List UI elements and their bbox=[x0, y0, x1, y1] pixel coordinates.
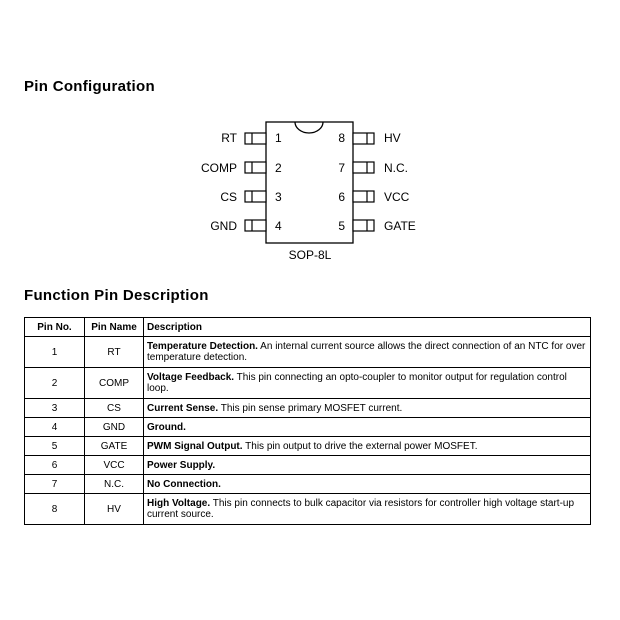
pin-name-label: N.C. bbox=[384, 161, 408, 175]
pin-number-label: 8 bbox=[338, 131, 345, 145]
pin-lead bbox=[353, 191, 374, 202]
table-row bbox=[25, 475, 591, 494]
table-header-row bbox=[25, 318, 591, 337]
description-cell bbox=[144, 368, 591, 399]
description-title: High Voltage. bbox=[147, 498, 211, 509]
pin-no-cell: 5 bbox=[25, 437, 85, 456]
description-text: This pin connecting an opto-coupler to monitor output for regulation control loop. bbox=[147, 372, 567, 394]
pin-name-cell: VCC bbox=[85, 456, 144, 475]
description-cell bbox=[144, 337, 591, 368]
description-title: Voltage Feedback. bbox=[147, 372, 235, 383]
table-row bbox=[25, 456, 591, 475]
pin-name-label: GND bbox=[210, 219, 237, 233]
description-cell bbox=[144, 475, 591, 494]
pin-no-cell: 4 bbox=[25, 418, 85, 437]
description-title: Temperature Detection. bbox=[147, 341, 258, 352]
pin-no-cell: 7 bbox=[25, 475, 85, 494]
table-row bbox=[25, 337, 591, 368]
description-cell bbox=[144, 418, 591, 437]
pin-lead bbox=[353, 162, 374, 173]
description-text: This pin sense primary MOSFET current. bbox=[218, 402, 403, 414]
pin-name-label: RT bbox=[221, 131, 237, 145]
description-title: Ground. bbox=[147, 421, 186, 433]
function-pin-description-heading: Function Pin Description bbox=[24, 287, 209, 304]
description-text: This pin connects to bulk capacitor via resistors for controller high voltage start-up current source. bbox=[147, 498, 575, 520]
pin-number-label: 2 bbox=[275, 161, 282, 175]
description-cell bbox=[144, 399, 591, 418]
column-header-description: Description bbox=[144, 318, 591, 337]
pin-no-cell: 1 bbox=[25, 337, 85, 368]
pin-configuration-diagram bbox=[0, 0, 620, 280]
pin-name-cell: CS bbox=[85, 399, 144, 418]
table-row bbox=[25, 494, 591, 525]
description-text: An internal current source allows the direct connection of an NTC for over temperature detection. bbox=[147, 341, 586, 363]
table-row bbox=[25, 437, 591, 456]
pin-no-cell: 3 bbox=[25, 399, 85, 418]
column-header-pin-name: Pin Name bbox=[85, 318, 144, 337]
pin-number-label: 5 bbox=[338, 219, 345, 233]
description-cell bbox=[144, 456, 591, 475]
pin-name-cell: HV bbox=[85, 494, 144, 525]
pin-description-table bbox=[24, 317, 591, 525]
column-header-pin-no: Pin No. bbox=[25, 318, 85, 337]
pin-number-label: 6 bbox=[338, 190, 345, 204]
description-cell bbox=[144, 437, 591, 456]
pin-name-cell: COMP bbox=[85, 368, 144, 399]
pin-number-label: 4 bbox=[275, 219, 282, 233]
pin-name-label: CS bbox=[220, 190, 237, 204]
pin-number-label: 7 bbox=[338, 161, 345, 175]
pin-lead bbox=[245, 162, 266, 173]
package-label: SOP-8L bbox=[288, 248, 332, 262]
pin-no-cell: 6 bbox=[25, 456, 85, 475]
pin-no-cell: 8 bbox=[25, 494, 85, 525]
table-row bbox=[25, 368, 591, 399]
description-cell bbox=[144, 494, 591, 525]
pin-name-cell: RT bbox=[85, 337, 144, 368]
description-title: No Connection. bbox=[147, 478, 221, 490]
pin-name-cell: N.C. bbox=[85, 475, 144, 494]
description-title: PWM Signal Output. bbox=[147, 440, 243, 452]
pin-lead bbox=[353, 220, 374, 231]
pin-name-cell: GND bbox=[85, 418, 144, 437]
pin-number-label: 3 bbox=[275, 190, 282, 204]
pin-lead bbox=[245, 191, 266, 202]
description-title: Power Supply. bbox=[147, 459, 216, 471]
pin-name-label: GATE bbox=[384, 219, 416, 233]
pin-name-label: VCC bbox=[384, 190, 410, 204]
pin-name-cell: GATE bbox=[85, 437, 144, 456]
pin-lead bbox=[245, 220, 266, 231]
pin-name-label: COMP bbox=[201, 161, 237, 175]
pin-no-cell: 2 bbox=[25, 368, 85, 399]
table-row bbox=[25, 399, 591, 418]
description-title: Current Sense. bbox=[147, 402, 219, 414]
table-row bbox=[25, 418, 591, 437]
pin-configuration-heading: Pin Configuration bbox=[24, 78, 155, 95]
pin-name-label: HV bbox=[384, 131, 401, 145]
description-text: This pin output to drive the external power MOSFET. bbox=[242, 440, 478, 452]
pin-lead bbox=[245, 133, 266, 144]
pin-lead bbox=[353, 133, 374, 144]
pin-number-label: 1 bbox=[275, 131, 282, 145]
